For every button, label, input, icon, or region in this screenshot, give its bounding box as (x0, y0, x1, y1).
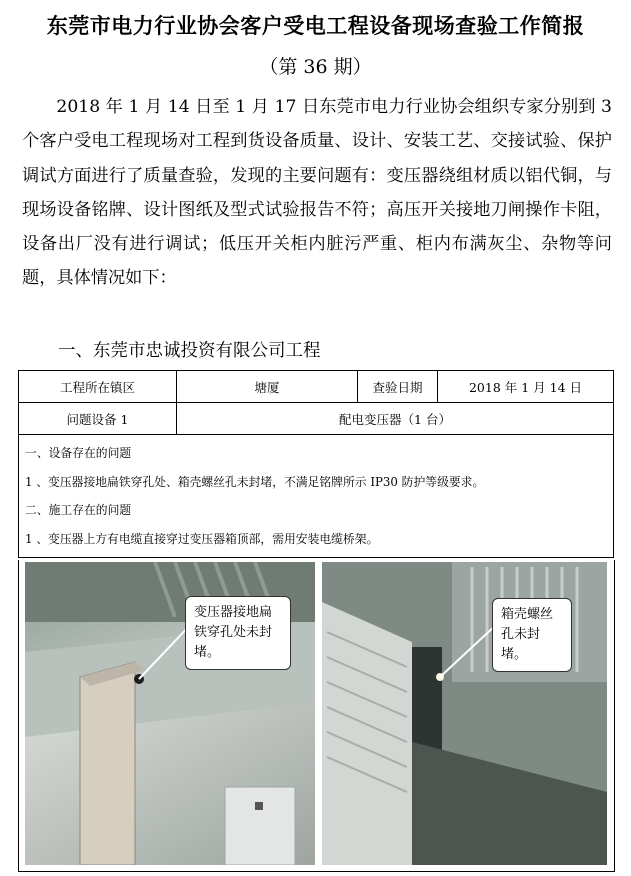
device-label: 问题设备 1 (19, 403, 177, 435)
table-row (19, 435, 614, 558)
device-value: 配电变压器（1 台） (177, 403, 614, 435)
date-label: 查验日期 (358, 371, 438, 403)
issue-number: （第 36 期） (259, 56, 372, 78)
town-value: 塘厦 (177, 371, 358, 403)
intro-paragraph: 2018 年 1 月 14 日至 1 月 17 日东莞市电力行业协会组织专家分别到 3 个客户受电工程现场对工程到货设备质量、设计、安装工艺、交接试验、保护调试方面进行了质量查验，发现的主要问题有：变压器绕组材质以铝代铜，与现场设备铭牌、设计图纸及型式试验报告不符；高压开关接地刀闸操作卡阻，设备出厂没有进行调试；低压开关柜内脏污严重、柜内布满灰尘、杂物等问题，具体情况如下： (22, 97, 612, 289)
issue-item: 1 、变压器接地扁铁穿孔处、箱壳螺丝孔未封堵，不满足铭牌所示 IP30 防护等级要求。 (25, 474, 485, 489)
town-label: 工程所在镇区 (19, 371, 177, 403)
callout-grounding: 变压器接地扁铁穿孔处未封堵。 (185, 596, 291, 670)
date-value: 2018 年 1 月 14 日 (438, 371, 614, 403)
photo-panel (18, 560, 615, 872)
section-heading: 一、东莞市忠诚投资有限公司工程 (58, 341, 321, 361)
issue-heading-equipment: 一、设备存在的问题 (25, 446, 132, 460)
table-row (19, 403, 614, 435)
table-row (19, 371, 614, 403)
issues-cell (19, 435, 614, 558)
report-title: 东莞市电力行业协会客户受电工程设备现场查验工作简报 (46, 14, 585, 38)
inspection-table (18, 370, 614, 558)
site-photo-enclosure (322, 562, 607, 865)
site-photo-grounding (25, 562, 315, 865)
issue-item: 1 、变压器上方有电缆直接穿过变压器箱顶部，需用安装电缆桥架。 (25, 531, 379, 546)
callout-enclosure: 箱壳螺丝孔未封堵。 (492, 598, 572, 672)
issue-heading-construction: 二、施工存在的问题 (25, 503, 132, 517)
